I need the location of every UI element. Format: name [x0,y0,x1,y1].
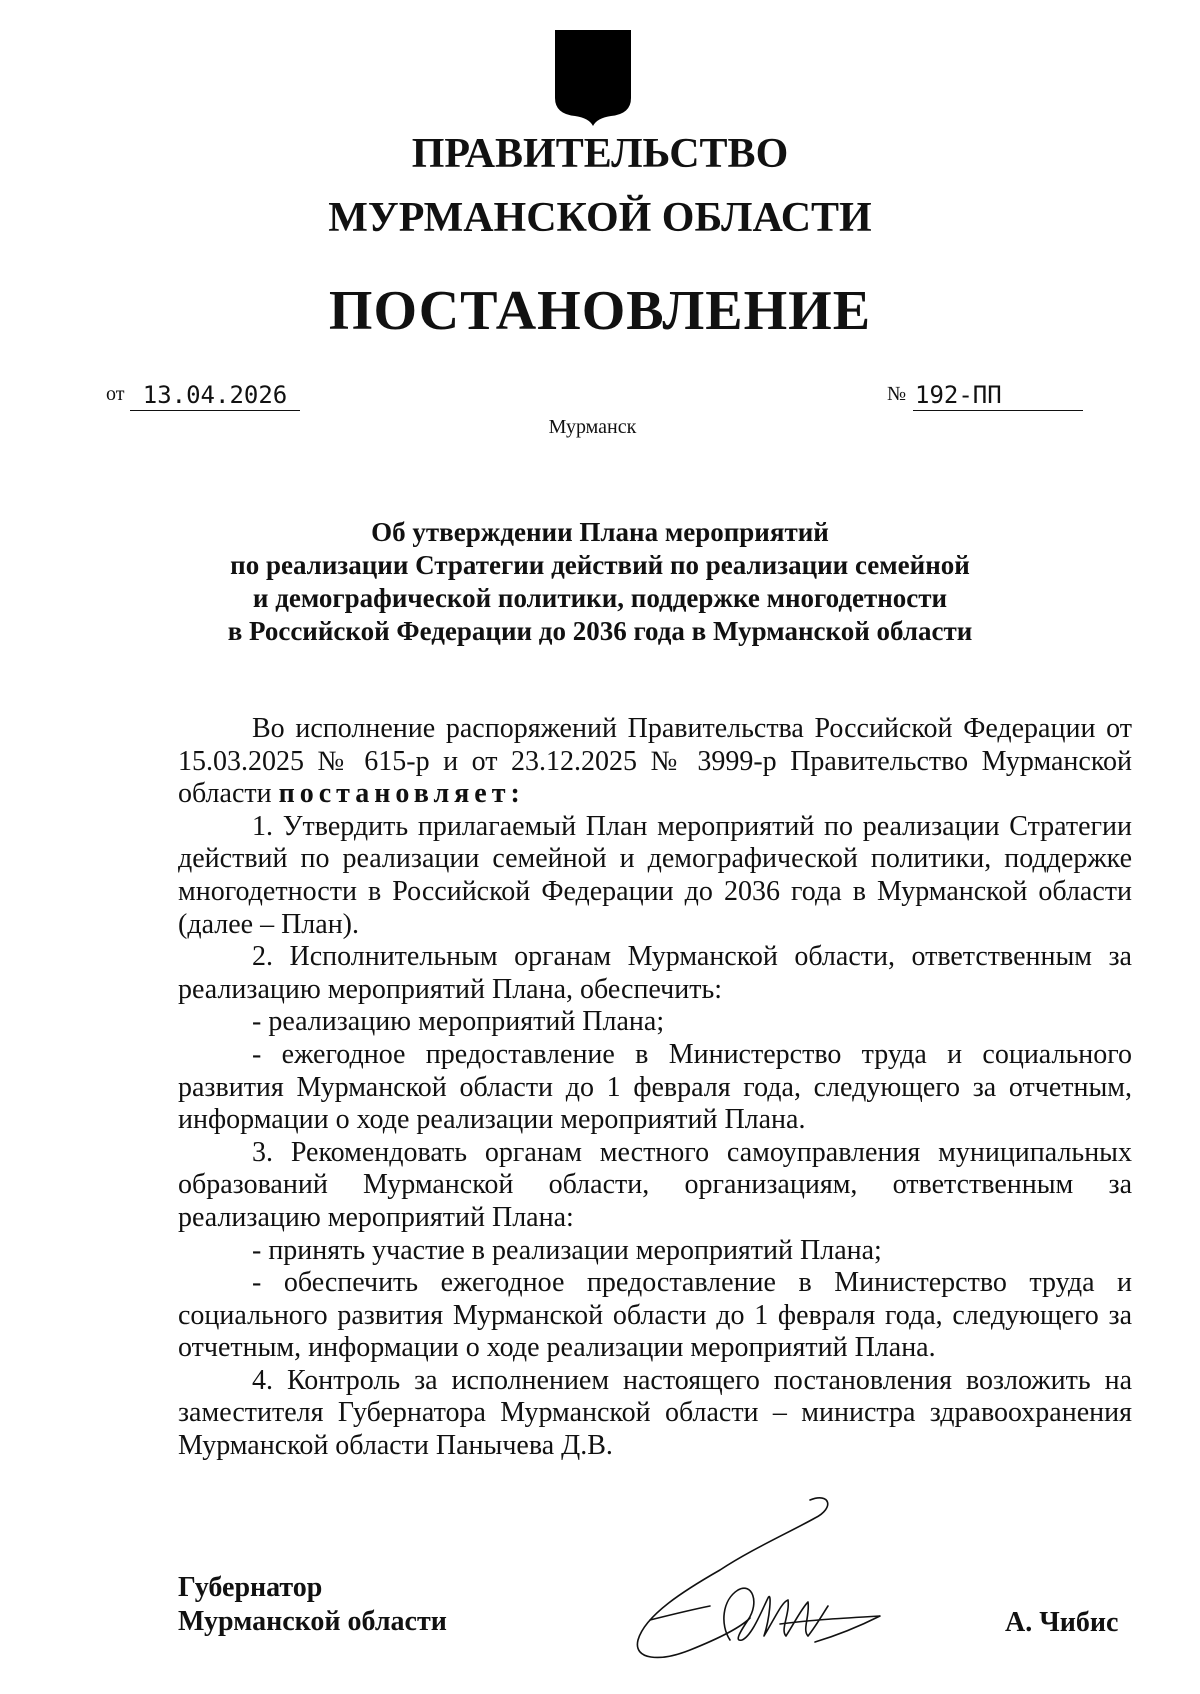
signatory-name: А. Чибис [1005,1607,1119,1638]
preamble-text: Во исполнение распоряжений Правительства Российской Федерации от 15.03.2025 № 615-р и от 23.12.2025 № 3999-р Правительство Мурманской области [178,713,1132,810]
title-line: по реализации Стратегии действий по реализации семейной [230,550,970,580]
title-line: в Российской Федерации до 2036 года в Мурманской области [227,616,973,646]
clause-4: 4. Контроль за исполнением настоящего постановления возложить на заместителя Губернатора Мурманской области – министра здравоохранения Мурманской области Панычева Д.В. [178,1364,1132,1462]
signatory-position-line2: Мурманской области [178,1606,447,1637]
preamble-paragraph [178,713,1132,811]
city-name: Мурманск [548,416,637,438]
title-line: Об утверждении Плана мероприятий [371,517,829,547]
document-type: ПОСТАНОВЛЕНИЕ [328,280,872,342]
title-line: и демографической политики, поддержке многодетности [252,583,948,613]
clause-3-item-b: - обеспечить ежегодное предоставление в Министерство труда и социального развития Мурманской области до 1 февраля года, следующего за отчетным, информации о ходе реализации мероприятий Плана. [178,1267,1132,1364]
clause-3-item-a: - принять участие в реализации мероприятий Плана; [252,1234,882,1266]
signatory-position-line1: Губернатор [178,1572,323,1603]
coat-of-arms-emblem [553,28,633,128]
clause-2-item-a: - реализацию мероприятий Плана; [252,1006,665,1038]
date-prefix-label: от [106,383,125,405]
organization-name-line1: ПРАВИТЕЛЬСТВО [411,131,789,177]
resolves-keyword: постановляет: [278,778,525,810]
signatory-position [178,1571,447,1639]
document-date: 13.04.2026 [130,380,300,411]
clause-1: 1. Утвердить прилагаемый План мероприятий по реализации Стратегии действий по реализации семейной и демографической политики, поддержке многодетности в Российской Федерации до 2036 года в Мурманской области (далее – План). [178,810,1132,940]
document-title [150,516,1050,648]
clause-2: 2. Исполнительным органам Мурманской области, ответственным за реализацию мероприятий Плана, обеспечить: [178,941,1132,1005]
handwritten-signature [630,1490,930,1670]
clause-3: 3. Рекомендовать органам местного самоуправления муниципальных образований Мурманской области, организациям, ответственным за реализацию мероприятий Плана: [178,1136,1132,1233]
number-sign-label: № [887,383,907,405]
organization-name-line2: МУРМАНСКОЙ ОБЛАСТИ [328,195,872,241]
document-number: 192-ПП [913,380,1083,411]
document-body [178,713,1132,1463]
clause-2-item-b: - ежегодное предоставление в Министерство труда и социального развития Мурманской области до 1 февраля года, следующего за отчетным, информации о ходе реализации мероприятий Плана. [178,1038,1132,1136]
